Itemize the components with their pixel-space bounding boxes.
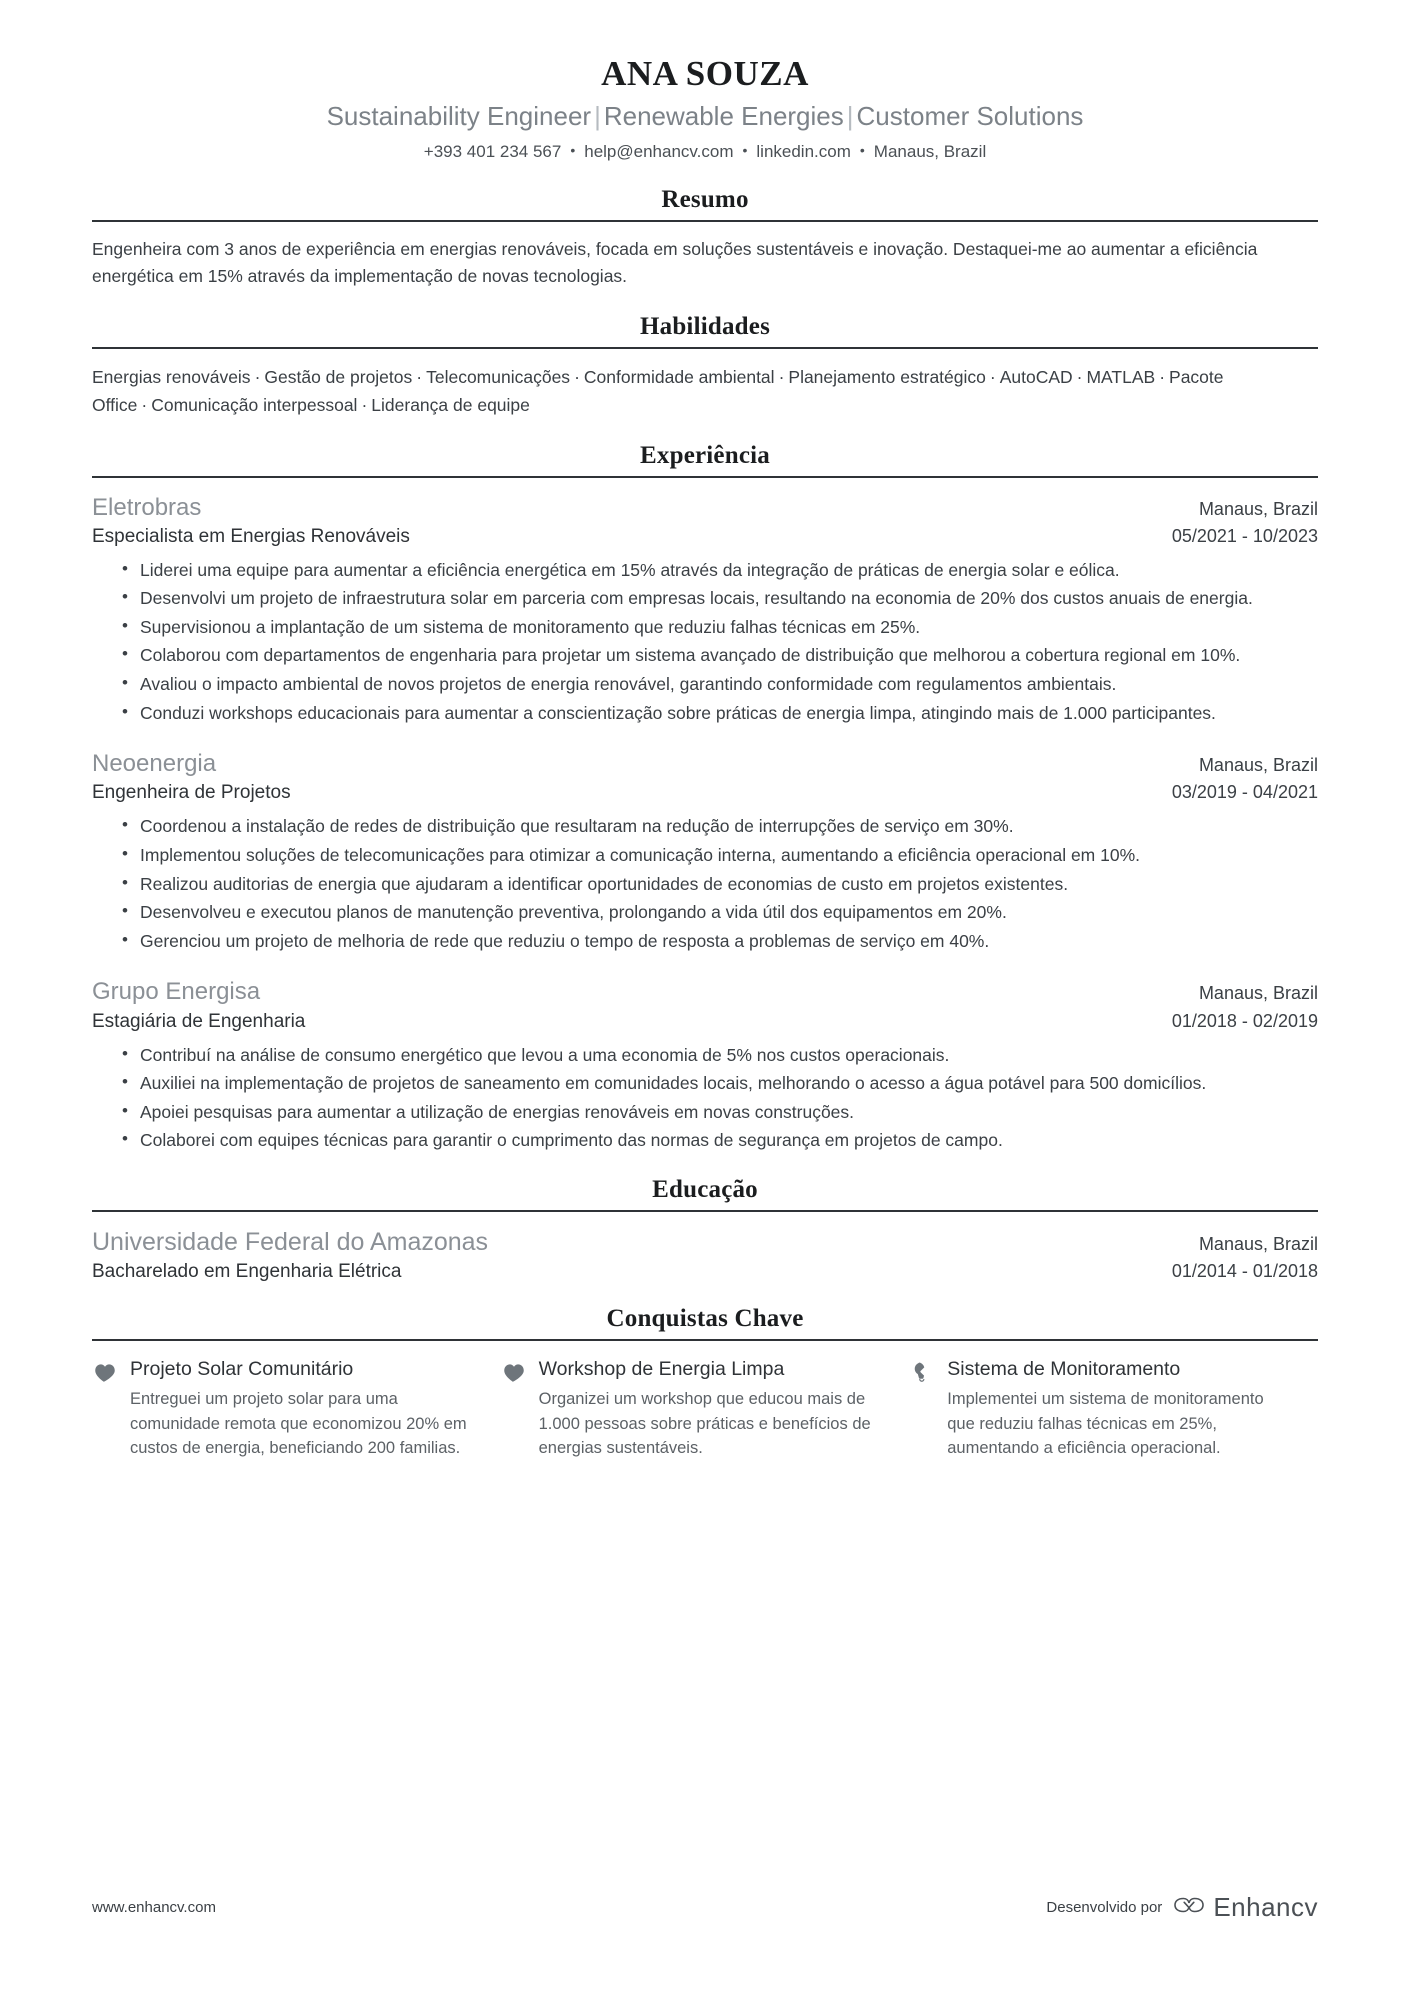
list-item: • Colaborei com equipes técnicas para garantir o cumprimento das normas de segurança em projetos de campo. xyxy=(122,1127,1318,1154)
entry-header-row xyxy=(92,748,1318,779)
list-item: • Auxiliei na implementação de projetos de saneamento em comunidades locais, melhorando o acesso a água potável para 500 domicílios. xyxy=(122,1070,1318,1097)
skills-body xyxy=(92,349,1318,420)
lightbulb-icon xyxy=(909,1357,939,1385)
achievement-description: Entreguei um projeto solar para uma comunidade remota que economizou 20% em custos de energia, beneficiando 200 familias. xyxy=(130,1389,467,1458)
company-name: Eletrobras xyxy=(92,493,202,521)
achievement-card xyxy=(909,1357,1318,1461)
section-skills xyxy=(92,313,1318,420)
contact-email[interactable]: help@enhancv.com xyxy=(584,142,734,162)
contact-phone: +393 401 234 567 xyxy=(423,142,562,162)
entry-location: Manaus, Brazil xyxy=(1198,983,1318,1004)
section-title-experience: Experiência xyxy=(640,441,770,469)
achievement-text xyxy=(939,1357,1288,1461)
entry-subheader-row xyxy=(92,526,1318,548)
headline-separator-2: | xyxy=(846,101,854,132)
entry-subheader-row xyxy=(92,1261,1318,1283)
list-item: • Desenvolvi um projeto de infraestrutura solar em parceria com empresas locais, resultando na economia de 20% dos custos anuais de energia. xyxy=(122,585,1318,612)
responsibility-list xyxy=(92,813,1318,954)
list-item: • Conduzi workshops educacionais para aumentar a conscientização sobre práticas de energia limpa, atingindo mais de 1.000 participantes. xyxy=(122,700,1318,727)
experience-list xyxy=(92,478,1318,1154)
institution-name: Universidade Federal do Amazonas xyxy=(92,1227,489,1256)
skills-list xyxy=(92,363,1252,420)
list-item: • Coordenou a instalação de redes de distribuição que resultaram na redução de interrupções de serviço em 30%. xyxy=(122,813,1318,840)
entry-dates: 03/2019 - 04/2021 xyxy=(1171,782,1318,803)
list-item: • Realizou auditorias de energia que ajudaram a identificar oportunidades de economias de custo em projetos existentes. xyxy=(122,871,1318,898)
entry-location: Manaus, Brazil xyxy=(1198,755,1318,776)
achievement-title: Workshop de Energia Limpa xyxy=(538,1358,785,1381)
achievement-description: Organizei um workshop que educou mais de 1.000 pessoas sobre práticas e benefícios de energias sustentáveis. xyxy=(538,1389,871,1458)
contact-location: Manaus, Brazil xyxy=(873,142,987,162)
skill-item: Liderança de equipe xyxy=(371,395,530,416)
list-item: • Implementou soluções de telecomunicações para otimizar a comunicação interna, aumentando a eficiência operacional em 10%. xyxy=(122,842,1318,869)
skill-item: Gestão de projetos xyxy=(264,366,413,387)
enhancv-logo-icon xyxy=(1172,1893,1206,1922)
section-title-summary: Resumo xyxy=(661,185,749,213)
entry-dates: 01/2018 - 02/2019 xyxy=(1171,1010,1318,1031)
education-list xyxy=(92,1212,1318,1284)
section-title-achievements: Conquistas Chave xyxy=(606,1305,804,1333)
list-item: • Apoiei pesquisas para aumentar a utilização de energias renováveis em novas construções. xyxy=(122,1099,1318,1126)
entry-header-row xyxy=(92,492,1318,523)
experience-entry xyxy=(92,976,1318,1154)
achievements-list xyxy=(92,1341,1318,1461)
experience-entry xyxy=(92,492,1318,727)
skill-item: Comunicação interpessoal xyxy=(151,395,358,416)
skill-separator: · xyxy=(989,366,996,387)
contact-separator-1: • xyxy=(570,142,576,159)
achievement-text xyxy=(531,1357,880,1461)
headline-part-3: Customer Solutions xyxy=(856,101,1084,132)
brand-name: Enhancv xyxy=(1213,1892,1318,1922)
entry-dates: 01/2014 - 01/2018 xyxy=(1171,1261,1318,1282)
contact-linkedin[interactable]: linkedin.com xyxy=(756,142,851,162)
skill-separator: · xyxy=(361,395,368,416)
resume-header xyxy=(92,0,1318,164)
section-title-education: Educação xyxy=(652,1175,758,1203)
skill-separator: · xyxy=(141,395,148,416)
entry-location: Manaus, Brazil xyxy=(1198,498,1318,519)
entry-subheader-row xyxy=(92,1011,1318,1033)
skill-item: Telecomunicações xyxy=(426,366,571,387)
summary-text: Engenheira com 3 anos de experiência em energias renováveis, focada em soluções sustentáveis e inovação. Destaquei-me ao aumentar a eficiência energética em 15% através da implementação de novas tecnologias. xyxy=(92,238,1258,287)
entry-header-row xyxy=(92,976,1318,1007)
experience-entry xyxy=(92,748,1318,954)
skill-item: Planejamento estratégico xyxy=(788,366,986,387)
list-item: • Colaborou com departamentos de engenharia para projetar um sistema avançado de distribuição que melhorou a cobertura regional em 10%. xyxy=(122,642,1318,669)
footer-powered-by-label: Desenvolvido por xyxy=(1046,1899,1163,1916)
headline xyxy=(92,101,1318,132)
page-title: ANA SOUZA xyxy=(601,54,809,93)
headline-separator-1: | xyxy=(594,101,601,132)
entry-dates: 05/2021 - 10/2023 xyxy=(1171,525,1318,546)
section-education xyxy=(92,1176,1318,1284)
company-name: Neoenergia xyxy=(92,750,217,778)
job-title: Engenheira de Projetos xyxy=(92,782,291,804)
company-name: Grupo Energisa xyxy=(92,978,261,1006)
headline-part-2: Renewable Energies xyxy=(603,101,844,132)
footer-website[interactable]: www.enhancv.com xyxy=(92,1899,216,1916)
job-title: Estagiária de Engenharia xyxy=(92,1010,306,1032)
skill-item: MATLAB xyxy=(1086,366,1156,387)
list-item: • Avaliou o impacto ambiental de novos projetos de energia renovável, garantindo conformidade com regulamentos ambientais. xyxy=(122,671,1318,698)
skill-separator: · xyxy=(1159,366,1166,387)
degree-title: Bacharelado em Engenharia Elétrica xyxy=(92,1261,402,1283)
skill-separator: · xyxy=(254,366,261,387)
list-item: • Desenvolveu e executou planos de manutenção preventiva, prolongando a vida útil dos equipamentos em 20%. xyxy=(122,899,1318,926)
heart-icon xyxy=(501,1357,531,1385)
headline-part-1: Sustainability Engineer xyxy=(326,101,592,132)
achievement-text xyxy=(122,1357,471,1461)
responsibility-list xyxy=(92,557,1318,727)
section-achievements xyxy=(92,1305,1318,1461)
list-item: • Supervisionou a implantação de um sistema de monitoramento que reduziu falhas técnicas em 25%. xyxy=(122,614,1318,641)
responsibility-list xyxy=(92,1042,1318,1154)
skill-item: AutoCAD xyxy=(999,366,1073,387)
achievement-card xyxy=(92,1357,501,1461)
skill-item: Pacote Office xyxy=(92,366,1224,416)
heart-icon xyxy=(92,1357,122,1385)
page-footer xyxy=(92,1892,1318,1923)
skill-separator: · xyxy=(1076,366,1083,387)
skill-item: Conformidade ambiental xyxy=(583,366,775,387)
list-item: • Liderei uma equipe para aumentar a eficiência energética em 15% através da integração de práticas de energia solar e eólica. xyxy=(122,557,1318,584)
skill-separator: · xyxy=(416,366,423,387)
footer-branding xyxy=(1046,1892,1318,1923)
education-entry xyxy=(92,1226,1318,1284)
job-title: Especialista em Energias Renováveis xyxy=(92,525,410,547)
contact-line xyxy=(92,141,1318,163)
contact-separator-2: • xyxy=(742,142,748,159)
achievement-title: Sistema de Monitoramento xyxy=(947,1358,1181,1381)
skill-separator: · xyxy=(778,366,785,387)
section-experience xyxy=(92,442,1318,1154)
skill-item: Energias renováveis xyxy=(92,366,251,387)
achievement-title: Projeto Solar Comunitário xyxy=(130,1358,354,1381)
summary-body xyxy=(92,222,1318,291)
brand-logo xyxy=(1172,1892,1318,1923)
achievement-card xyxy=(501,1357,910,1461)
section-summary xyxy=(92,186,1318,291)
entry-subheader-row xyxy=(92,782,1318,804)
section-title-skills: Habilidades xyxy=(639,312,771,340)
entry-location: Manaus, Brazil xyxy=(1198,1233,1318,1254)
list-item: • Gerenciou um projeto de melhoria de rede que reduziu o tempo de resposta a problemas de serviço em 40%. xyxy=(122,928,1318,955)
achievement-description: Implementei um sistema de monitoramento que reduziu falhas técnicas em 25%, aumentando a eficiência operacional. xyxy=(947,1389,1264,1458)
contact-separator-3: • xyxy=(859,142,865,159)
entry-header-row xyxy=(92,1226,1318,1259)
skill-separator: · xyxy=(574,366,580,387)
list-item: • Contribuí na análise de consumo energético que levou a uma economia de 5% nos custos operacionais. xyxy=(122,1042,1318,1069)
